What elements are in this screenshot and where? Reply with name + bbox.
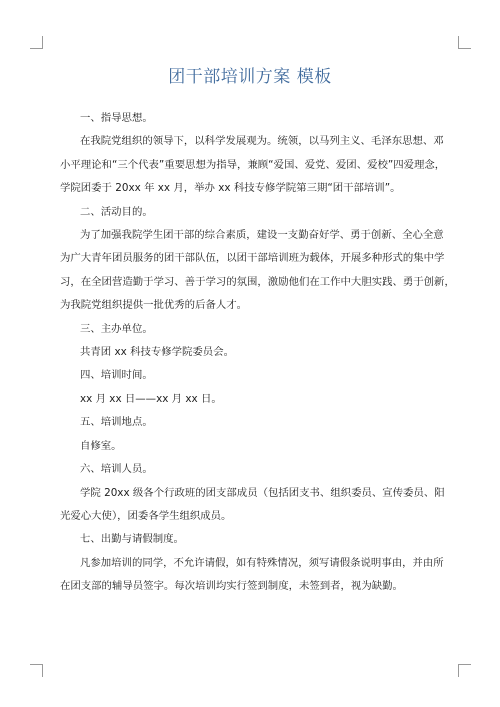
paragraph-line: 为了加强我院学生团干部的综合素质，建设一支勤奋好学、勇于创新、全心全意 bbox=[80, 229, 444, 242]
paragraph-line: 为广大青年团员服务的团干部队伍，以团干部培训班为载体，开展多种形式的集中学 bbox=[60, 252, 445, 265]
crop-mark-bottom-left bbox=[30, 664, 43, 677]
paragraph-line: 凡参加培训的同学，不允许请假，如有特殊情况，须写请假条说明事由，并由所 bbox=[80, 556, 444, 569]
paragraph-line: 在我院党组织的领导下，以科学发展观为。统领，以马列主义、毛泽东思想、邓 bbox=[80, 135, 444, 148]
paragraph-line: 共青团 xx 科技专修学院委员会。 bbox=[80, 346, 234, 359]
paragraph-line: 四、培训时间。 bbox=[80, 369, 153, 382]
paragraph-line: 二、活动目的。 bbox=[80, 205, 153, 218]
paragraph-line: 光爱心大使），团委各学生组织成员。 bbox=[60, 509, 232, 522]
paragraph-line: 学院团委于 20xx 年 xx 月，举办 xx 科技专修学院第三期“团干部培训”。 bbox=[60, 182, 401, 195]
crop-mark-bottom-right bbox=[458, 664, 471, 677]
crop-mark-top-left bbox=[30, 36, 43, 49]
paragraph-line: 习，在全团营造勤于学习、善于学习的氛围，激励他们在工作中大胆实践、勇于创新， bbox=[60, 275, 455, 288]
paragraph-line: 一、指导思想。 bbox=[80, 112, 153, 124]
paragraph-line: 在团支部的辅导员签字。每次培训均实行签到制度，未签到者，视为缺勤。 bbox=[60, 580, 403, 593]
paragraph-line: 六、培训人员。 bbox=[80, 463, 153, 476]
document-title: 团干部培训方案 模板 bbox=[168, 67, 332, 87]
crop-mark-top-right bbox=[458, 36, 471, 49]
paragraph-line: 自修室。 bbox=[80, 439, 122, 452]
paragraph-line: xx 月 xx 日——xx 月 xx 日。 bbox=[80, 392, 222, 405]
paragraph-line: 学院 20xx 级各个行政班的团支部成员（包括团支书、组织委员、宣传委员、阳 bbox=[80, 486, 445, 499]
paragraph-line: 三、主办单位。 bbox=[80, 322, 153, 335]
paragraph-line: 为我院党组织提供一批优秀的后备人才。 bbox=[60, 299, 248, 312]
paragraph-line: 七、出勤与请假制度。 bbox=[80, 533, 184, 546]
paragraph-line: 小平理论和“三个代表”重要思想为指导，兼顾“爱国、爱党、爱团、爱校”四爱理念， bbox=[60, 158, 446, 171]
document-body bbox=[60, 107, 455, 599]
paragraph-line: 五、培训地点。 bbox=[80, 416, 153, 429]
